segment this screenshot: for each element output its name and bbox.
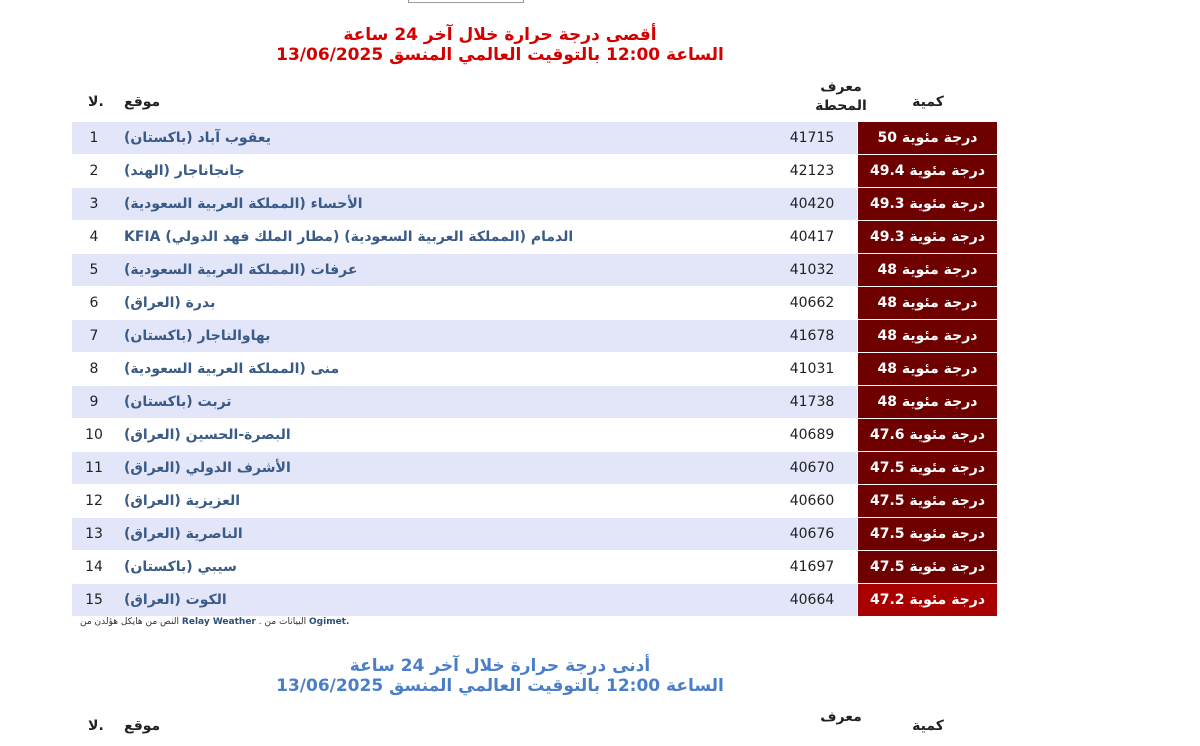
row-quantity: 47.2 درجة مئوية [858, 584, 997, 616]
row-location: تربت (باكستان) [124, 394, 232, 410]
row-number: 13 [85, 526, 103, 542]
row-quantity: 47.5 درجة مئوية [858, 518, 997, 550]
row-quantity: 47.5 درجة مئوية [858, 485, 997, 517]
row-quantity: 47.6 درجة مئوية [858, 419, 997, 451]
max-title-line1: أقصى درجة حرارة خلال آخر 24 ساعة [343, 25, 657, 45]
row-location: البصرة-الحسين (العراق) [124, 427, 291, 443]
min-header-location: موقع [124, 718, 161, 734]
row-number: 15 [85, 592, 103, 608]
source-middle: . البيانات من [258, 617, 307, 627]
row-station-id: 41678 [789, 328, 835, 344]
row-station-id: 40662 [789, 295, 835, 311]
ogimet-link[interactable]: Ogimet. [309, 617, 350, 627]
row-number: 9 [89, 394, 99, 410]
row-station-id: 40689 [789, 427, 835, 443]
relay-weather-link[interactable]: Relay Weather [181, 617, 256, 627]
row-quantity: 47.5 درجة مئوية [858, 452, 997, 484]
header-station-id-line1: معرف [820, 79, 862, 95]
row-location: بهاوالناجار (باكستان) [124, 328, 271, 344]
min-header-station-id: معرف [820, 709, 862, 725]
row-station-id: 41697 [789, 559, 835, 575]
source-prefix: النص من هايكل هؤلدن من [80, 617, 180, 627]
row-station-id: 42123 [789, 163, 835, 179]
max-title [0, 25, 1000, 65]
header-station-id-line2: المحطة [815, 98, 867, 114]
row-location: سيبي (باكستان) [124, 559, 237, 575]
row-location: الأحساء (المملكة العربية السعودية) [124, 196, 363, 212]
row-station-id: 41031 [789, 361, 835, 377]
row-number: 6 [89, 295, 99, 311]
row-quantity: 48 درجة مئوية [858, 287, 997, 319]
row-quantity: 49.3 درجة مئوية [858, 188, 997, 220]
row-station-id: 40660 [789, 493, 835, 509]
row-station-id: 41715 [789, 130, 835, 146]
row-number: 10 [85, 427, 103, 443]
row-quantity: 47.5 درجة مئوية [858, 551, 997, 583]
row-number: 4 [89, 229, 99, 245]
row-location: العزيزية (العراق) [124, 493, 241, 509]
row-station-id: 41738 [789, 394, 835, 410]
row-location: يعقوب آباد (باكستان) [124, 130, 271, 146]
row-station-id: 40417 [789, 229, 835, 245]
header-location: موقع [124, 94, 161, 110]
row-station-id: 40670 [789, 460, 835, 476]
header-quantity: كمية [912, 94, 944, 110]
top-scroll-box [408, 0, 524, 3]
row-number: 3 [89, 196, 99, 212]
row-location: الدمام (المملكة العربية السعودية) (مطار الملك فهد الدولي) KFIA [124, 229, 574, 245]
row-quantity: 50 درجة مئوية [858, 122, 997, 154]
row-station-id: 41032 [789, 262, 835, 278]
row-station-id: 40676 [789, 526, 835, 542]
row-quantity: 49.3 درجة مئوية [858, 221, 997, 253]
source-note [80, 617, 349, 627]
row-number: 11 [85, 460, 103, 476]
min-header-no: لا. [88, 718, 104, 734]
row-location: الناصرية (العراق) [124, 526, 243, 542]
min-header-quantity: كمية [912, 718, 944, 734]
row-quantity: 48 درجة مئوية [858, 353, 997, 385]
row-number: 8 [89, 361, 99, 377]
row-number: 7 [89, 328, 99, 344]
row-location: الكوت (العراق) [124, 592, 227, 608]
row-location: منى (المملكة العربية السعودية) [124, 361, 340, 377]
min-title [0, 656, 1000, 696]
row-number: 2 [89, 163, 99, 179]
row-number: 1 [89, 130, 99, 146]
row-quantity: 48 درجة مئوية [858, 320, 997, 352]
row-number: 5 [89, 262, 99, 278]
row-number: 12 [85, 493, 103, 509]
row-location: بدرة (العراق) [124, 295, 216, 311]
row-quantity: 48 درجة مئوية [858, 386, 997, 418]
min-title-line1: أدنى درجة حرارة خلال آخر 24 ساعة [349, 656, 651, 676]
row-number: 14 [85, 559, 103, 575]
row-quantity: 48 درجة مئوية [858, 254, 997, 286]
row-location: جانجاناجار (الهند) [124, 163, 245, 179]
row-station-id: 40420 [789, 196, 835, 212]
row-location: الأشرف الدولي (العراق) [124, 460, 291, 476]
row-station-id: 40664 [789, 592, 835, 608]
row-location: عرفات (المملكة العربية السعودية) [124, 262, 358, 278]
max-title-line2: الساعة 12:00 بالتوقيت العالمي المنسق 13/06/2025 [276, 45, 724, 65]
header-no: لا. [88, 94, 104, 110]
row-quantity: 49.4 درجة مئوية [858, 155, 997, 187]
min-title-line2: الساعة 12:00 بالتوقيت العالمي المنسق 13/06/2025 [276, 676, 724, 696]
